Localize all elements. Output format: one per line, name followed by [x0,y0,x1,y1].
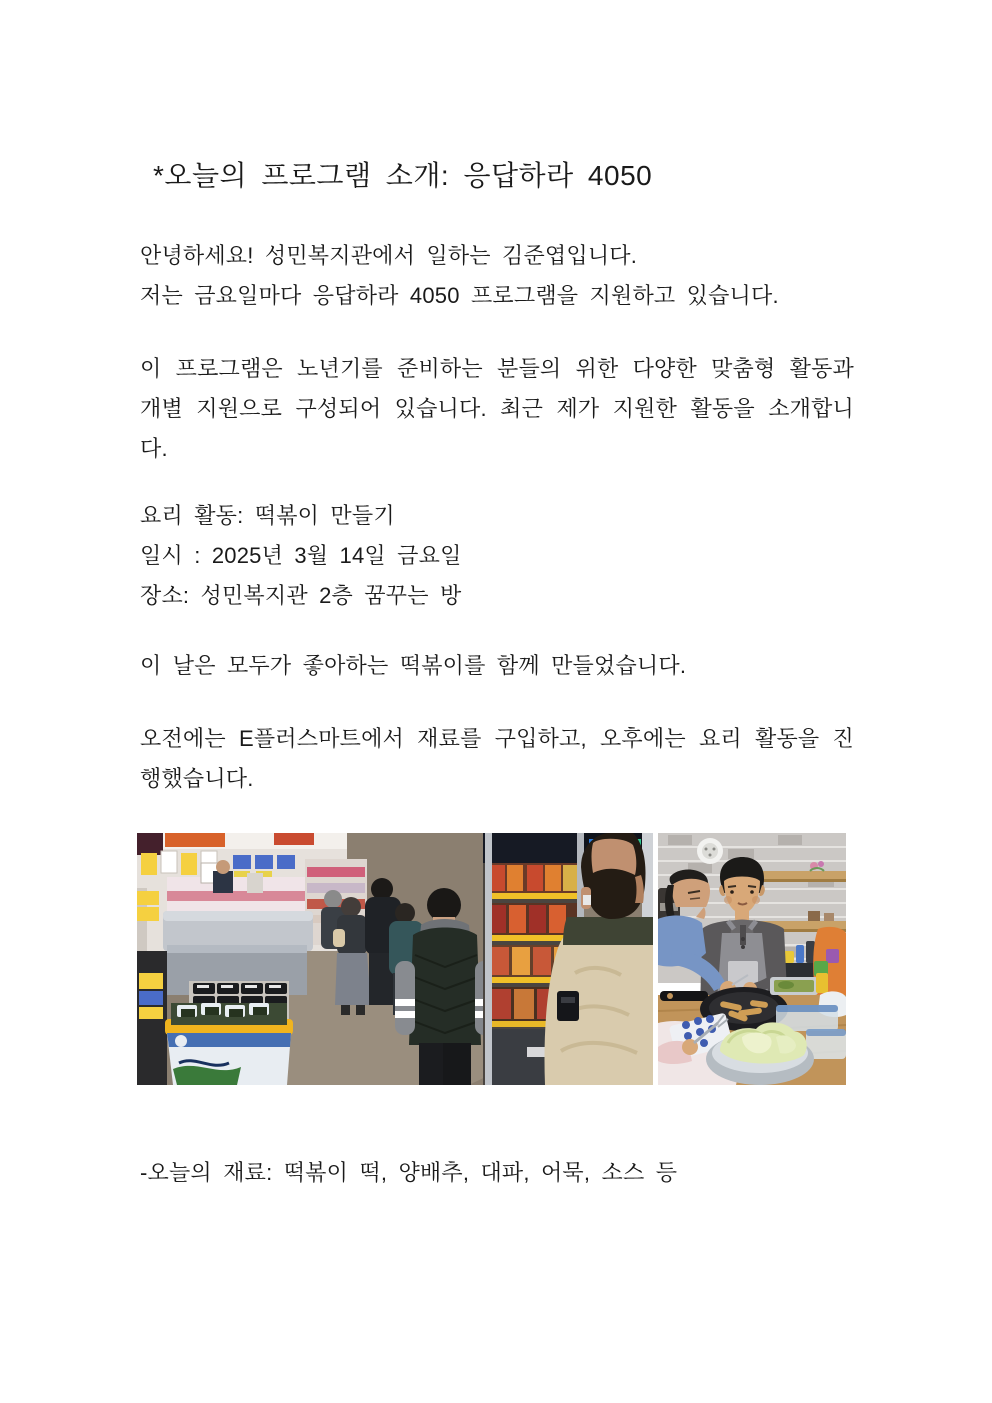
photo-row [137,833,846,1085]
activity-name-line: 요리 활동: 떡볶이 만들기 [140,503,395,528]
mart-shopping-illustration [137,833,653,1085]
greeting-line-2: 저는 금요일마다 응답하라 4050 프로그램을 지원하고 있습니다. [140,283,779,308]
cooking-activity-illustration [658,833,846,1085]
page-title: *오늘의 프로그램 소개: 응답하라 4050 [153,160,653,191]
cooking-activity-photo [658,833,846,1085]
activity-location-line: 장소: 성민복지관 2층 꿈꾸는 방 [140,583,462,608]
mart-shopping-photo [137,833,653,1085]
greeting-paragraph [140,236,854,316]
program-description-paragraph: 이 프로그램은 노년기를 준비하는 분들의 위한 다양한 맞춤형 활동과 개별 지원으로 구성되어 있습니다. 최근 제가 지원한 활동을 소개합니다. [140,356,854,461]
ingredients-note: -오늘의 재료: 떡볶이 떡, 양배추, 대파, 어묵, 소스 등 [140,1160,678,1185]
activity-summary-paragraph: 이 날은 모두가 좋아하는 떡볶이를 함께 만들었습니다. [140,653,687,678]
activity-info-paragraph [140,496,854,616]
greeting-line-1: 안녕하세요! 성민복지관에서 일하는 김준엽입니다. [140,243,638,268]
activity-datetime-line: 일시 : 2025년 3월 14일 금요일 [140,543,462,568]
activity-schedule-paragraph: 오전에는 E플러스마트에서 재료를 구입하고, 오후에는 요리 활동을 진행했습니다. [140,726,854,791]
